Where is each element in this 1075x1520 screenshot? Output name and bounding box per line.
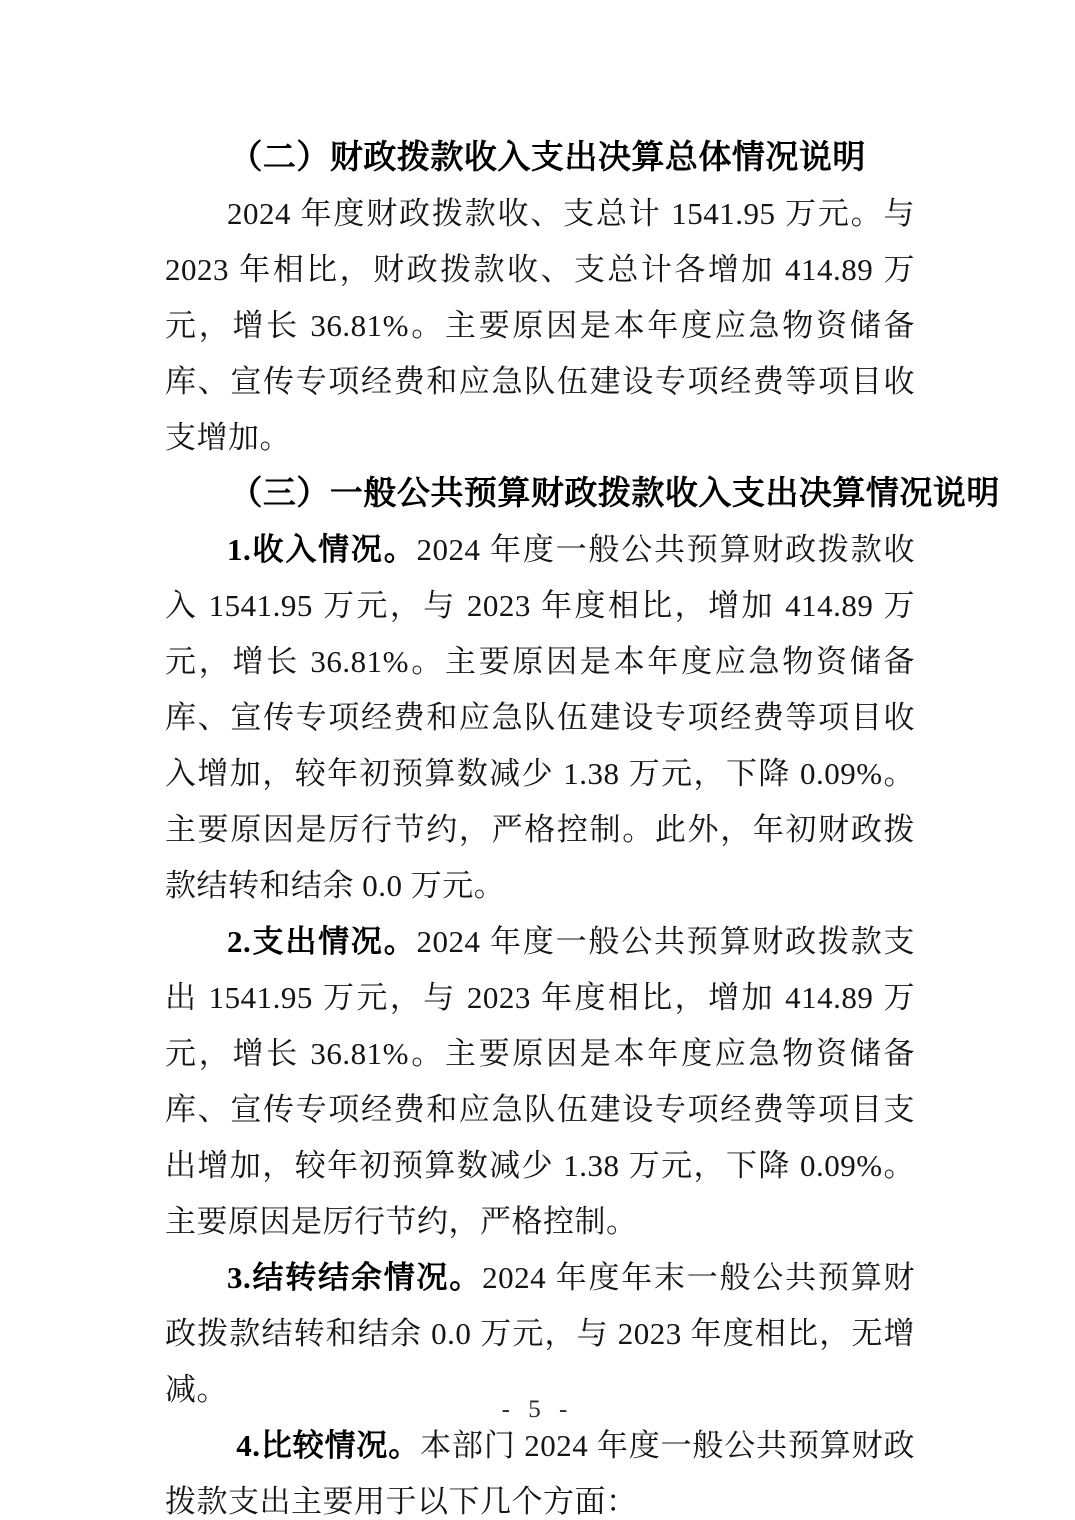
paragraph-label-income: 1.收入情况。: [227, 532, 417, 567]
paragraph-label-comparison: 4.比较情况。: [236, 1428, 421, 1463]
paragraph-overview: [165, 186, 915, 466]
paragraph-comparison: [165, 1418, 915, 1520]
paragraph-label-expenditure: 2.支出情况。: [227, 924, 417, 959]
paragraph-text: 2024 年度一般公共预算财政拨款支出 1541.95 万元，与 2023 年度相比，增加 414.89 万元，增长 36.81%。主要原因是本年度应急物资储备库、宣传专项经费和应急队伍建设专项经费等项目支出增加，较年初预算数减少 1.38 万元，下降 0.09%。主要原因是厉行节约，严格控制。: [165, 924, 916, 1239]
document-body: [165, 130, 1000, 1520]
page-number: - 5 -: [501, 1396, 574, 1423]
paragraph-carryover: [165, 1250, 915, 1418]
paragraph-expenditure: [165, 914, 915, 1250]
section-heading-fiscal-appropriation-overview: （二）财政拨款收入支出决算总体情况说明: [229, 140, 866, 176]
paragraph-text: 2024 年度年末一般公共预算财政拨款结转和结余 0.0 万元，与 2023 年度相比，无增减。: [165, 1260, 916, 1407]
paragraph-text: 本部门 2024 年度一般公共预算财政拨款支出主要用于以下几个方面：: [165, 1428, 916, 1519]
paragraph-label-carryover: 3.结转结余情况。: [227, 1260, 483, 1295]
paragraph-text: 2024 年度财政拨款收、支总计 1541.95 万元。与 2023 年相比，财政拨款收、支总计各增加 414.89 万元，增长 36.81%。主要原因是本年度应急物资储备库、宣传专项经费和应急队伍建设专项经费等项目收支增加。: [165, 196, 915, 455]
paragraph-income: [165, 522, 915, 914]
page-footer: [0, 1396, 1075, 1424]
paragraph-text: 2024 年度一般公共预算财政拨款收入 1541.95 万元，与 2023 年度相比，增加 414.89 万元，增长 36.81%。主要原因是本年度应急物资储备库、宣传专项经费和应急队伍建设专项经费等项目收入增加，较年初预算数减少 1.38 万元，下降 0.09%。主要原因是厉行节约，严格控制。此外，年初财政拨款结转和结余 0.0 万元。: [165, 532, 916, 903]
section-heading-general-public-budget: （三）一般公共预算财政拨款收入支出决算情况说明: [229, 476, 1000, 512]
